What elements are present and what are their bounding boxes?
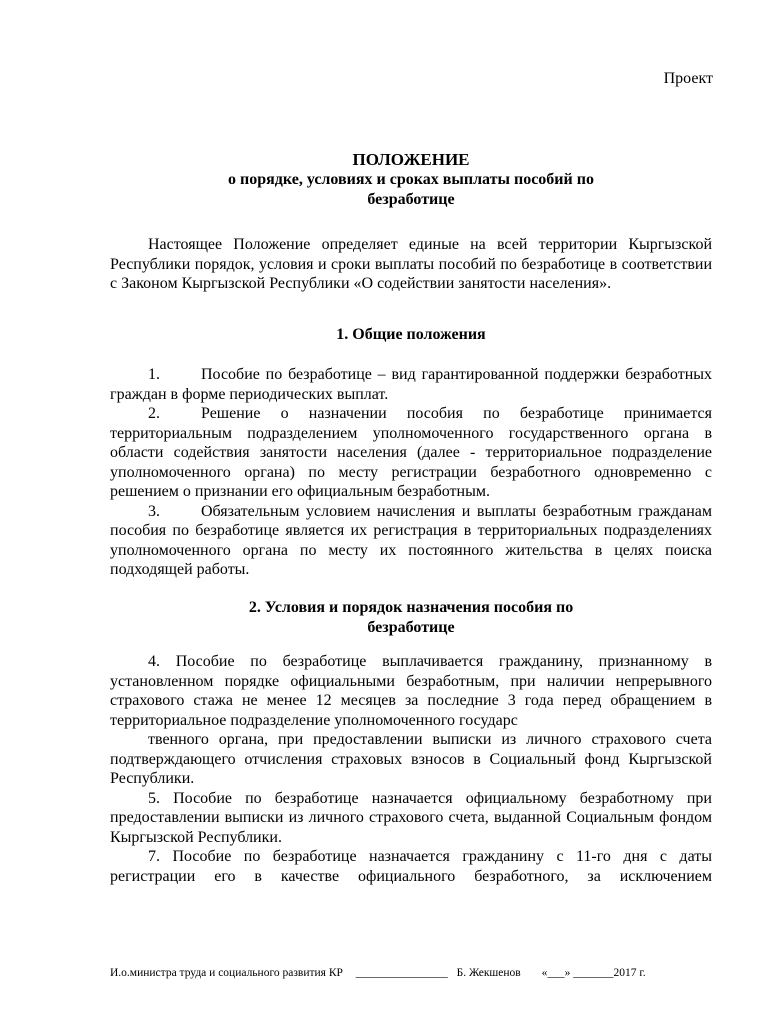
item-number: 1. [148, 366, 160, 383]
intro-paragraph: Настоящее Положение определяет единые на всей территории Кыргызской Республики порядок, условия и сроки выплаты пособий по безработице в соответствии с Законом Кыргызской Республики «О содействии занятости населения». [110, 236, 712, 292]
paragraph-7: 7. Пособие по безработице назначается гражданину с 11-го дня с даты регистрации его в качестве официального безработного, за исключением [110, 848, 712, 885]
document-subtitle-line-2: безработице [367, 191, 455, 208]
intro-block [110, 235, 712, 294]
section-2 [110, 598, 712, 637]
signer-name: Б. Жекшенов [456, 967, 521, 979]
signature-footer [110, 966, 710, 980]
section-1-items [110, 365, 712, 580]
draft-label: Проект [663, 70, 713, 87]
item-number: 3. [148, 502, 160, 520]
document-subtitle-line-1: о порядке, условиях и сроках выплаты пособий по [228, 171, 594, 188]
section-2-heading-line-2: безработице [367, 618, 455, 636]
document-title-block [110, 150, 712, 210]
section-2-paragraphs [110, 652, 712, 886]
section-1 [110, 325, 712, 345]
paragraph-5: 5. Пособие по безработице назначается официальному безработному при предоставлении выписки из личного страхового счета, выданной Социальным фондом Кыргызской Республики. [110, 789, 712, 846]
section-1-heading: 1. Общие положения [336, 326, 486, 343]
section-1-item-1 [110, 365, 712, 404]
section-2-heading-line-1: 2. Условия и порядок назначения пособия по [248, 599, 574, 616]
signature-date: «___» _______2017 г. [541, 967, 646, 979]
section-1-item-2 [110, 404, 712, 502]
item-number: 2. [148, 405, 160, 422]
paragraph-4-part-1: 4. Пособие по безработице выплачивается гражданину, признанному в установленном порядке официальными безработным, при наличии непрерывного страхового стажа не менее 12 месяцев за последние 3 года перед обращением в территориальное подразделение уполномоченного государс [110, 653, 712, 729]
document-title: ПОЛОЖЕНИЕ [352, 150, 470, 169]
item-text: Обязательным условием начисления и выплаты безработным гражданам пособия по безработице является их регистрация в территориальных подразделениях уполномоченного органа по месту их постоянного жительства в целях поиска подходящей работы. [110, 502, 712, 578]
signer-position: И.о.министра труда и социального развития КР [110, 967, 343, 979]
signature-line: ________________ [355, 967, 448, 979]
item-text: Решение о назначении пособия по безработице принимается территориальным подразделением уполномоченного государственного органа в области содействия занятости населения (далее - территориальное подразделение уполномоченного органа) по месту регистрации безработного одновременно с решением о признании его официальным безработным. [110, 405, 712, 500]
section-1-item-3 [110, 502, 712, 580]
paragraph-4-part-2: твенного органа, при предоставлении выписки из личного страхового счета подтверждающего отчисления страховых взносов в Социальный фонд Кыргызской Республики. [110, 731, 712, 787]
item-text: Пособие по безработице – вид гарантированной поддержки безработных граждан в форме периодических выплат. [110, 366, 712, 403]
